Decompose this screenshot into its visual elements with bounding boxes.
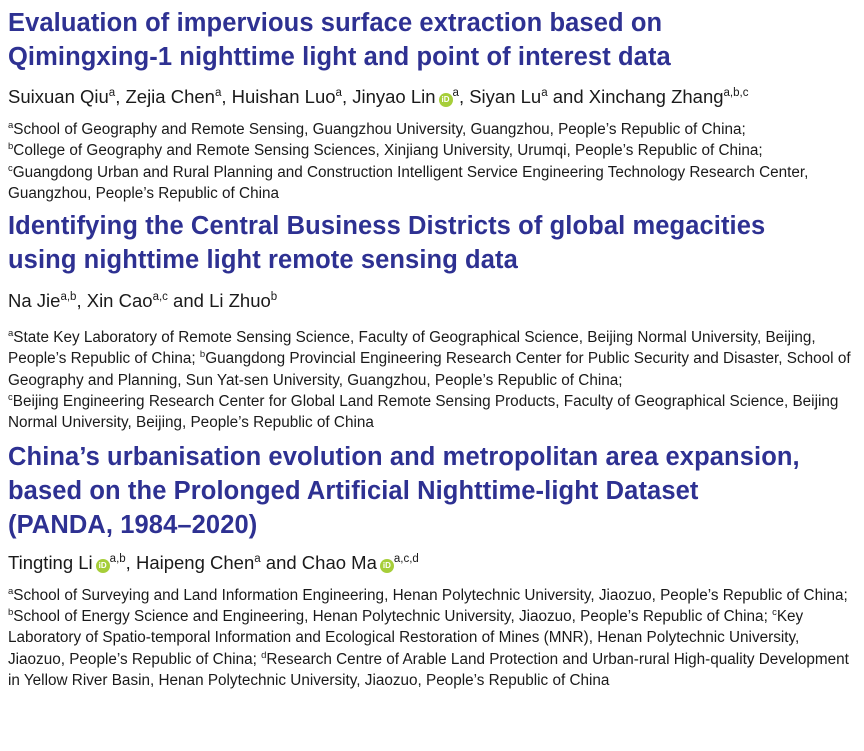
affil-sup: c [8, 392, 13, 404]
paper-title [8, 440, 864, 542]
affil-text: Guangdong Urban and Rural Planning and Construction Intelligent Service Engineering Technology Research Center, Guangzhou, People’s Republic of China [8, 163, 809, 202]
affiliations [8, 327, 864, 433]
orcid-icon[interactable]: iD [439, 93, 453, 107]
author-affil-sup: a,c [152, 291, 168, 304]
author-list [8, 85, 864, 109]
affil-text: Beijing Engineering Research Center for Global Land Remote Sensing Products, Faculty of Geographical Science, Beijing Normal University, Beijing, People’s Republic of China [8, 393, 839, 432]
paper-entry [8, 440, 864, 691]
author-name[interactable]: Jinyao Lin [352, 86, 436, 107]
affil-sup: a [8, 120, 14, 131]
affil-text: State Key Laboratory of Remote Sensing Science, Faculty of Geographical Science, Beijing Normal University, Beijing, People’s Republic of China; [8, 329, 816, 368]
author-name[interactable]: Chao Ma [301, 551, 377, 573]
affil-text: Guangdong Provincial Engineering Research Center for Public Security and Disaster, School of Geography and Planning, Sun Yat-sen University, Guangzhou, People’s Republic of China; [8, 350, 851, 389]
affil-sup: c [8, 162, 13, 174]
author-affil-sup: a [541, 87, 548, 99]
affil-text: Key Laboratory of Spatio-temporal Information and Ecological Restoration of Mines (MNR), Henan Polytechnic University, Jiaozuo, People’s Republic of China; [8, 607, 804, 668]
affil-text: School of Geography and Remote Sensing, Guangzhou University, Guangzhou, People’s Republic of China; [13, 121, 746, 138]
author-separator: and [547, 86, 589, 107]
affil-text: Research Centre of Arable Land Protection and Urban-rural High-quality Development in Yellow River Basin, Henan Polytechnic University, Jiaozuo, People’s Republic of China [8, 650, 849, 689]
affil-sup: b [8, 141, 14, 153]
author-separator: , [221, 86, 232, 107]
affil-sup: b [199, 349, 206, 361]
author-separator: and [167, 290, 210, 312]
affil-text: College of Geography and Remote Sensing Sciences, Xinjiang University, Urumqi, People’s Republic of China; [13, 142, 763, 160]
author-name[interactable]: Tingting Li [8, 551, 93, 573]
title-line: based on the Prolonged Artificial Nighttime-light Dataset [8, 476, 699, 505]
author-affil-sup: a [214, 87, 222, 99]
author-separator: , [125, 551, 136, 573]
paper-title [8, 209, 864, 277]
author-separator: , [115, 86, 126, 107]
author-separator: and [260, 551, 302, 573]
author-name[interactable]: Siyan Lu [469, 86, 542, 107]
author-name[interactable]: Na Jie [8, 290, 61, 312]
affil-sup: b [8, 606, 14, 618]
author-separator: , [76, 290, 87, 312]
orcid-icon[interactable]: iD [96, 559, 110, 573]
affil-text: School of Energy Science and Engineering, Henan Polytechnic University, Jiaozuo, People’s Republic of China; [13, 607, 773, 625]
author-name[interactable]: Zejia Chen [125, 86, 215, 107]
author-affil-sup: b [270, 291, 278, 304]
author-name[interactable]: Xinchang Zhang [588, 86, 724, 107]
affiliations [8, 119, 864, 204]
affil-sup: c [772, 606, 777, 618]
orcid-icon[interactable]: iD [380, 559, 394, 573]
paper-title [8, 6, 864, 74]
author-list [8, 551, 864, 575]
paper-entry [8, 6, 864, 204]
author-separator: , [341, 86, 353, 107]
author-name[interactable]: Haipeng Chen [135, 551, 255, 573]
affil-sup: d [261, 649, 267, 661]
author-affil-sup: a,b [109, 552, 126, 565]
author-affil-sup: a,b [60, 291, 77, 304]
author-affil-sup: a [108, 87, 116, 99]
title-line: Qimingxing-1 nighttime light and point of interest data [8, 43, 671, 71]
author-affil-sup: a [335, 87, 342, 99]
author-name[interactable]: Suixuan Qiu [8, 86, 109, 107]
paper-entry [8, 209, 864, 433]
title-line: using nighttime light remote sensing data [8, 246, 518, 275]
author-list [8, 289, 864, 313]
author-name[interactable]: Xin Cao [86, 290, 153, 312]
author-separator: , [458, 86, 470, 107]
title-line: Identifying the Central Business Districts of global megacities [8, 212, 766, 241]
author-affil-sup: a [452, 87, 459, 99]
affil-text: School of Surveying and Land Information Engineering, Henan Polytechnic University, Jiaozuo, People’s Republic of China; [13, 586, 848, 604]
title-line: (PANDA, 1984–2020) [8, 510, 258, 539]
author-affil-sup: a,b,c [723, 87, 749, 99]
author-affil-sup: a,c,d [393, 552, 419, 565]
author-name[interactable]: Huishan Luo [231, 86, 336, 107]
author-affil-sup: a [254, 552, 261, 565]
title-line: China’s urbanisation evolution and metropolitan area expansion, [8, 442, 800, 471]
author-name[interactable]: Li Zhuo [209, 290, 271, 312]
affil-sup: a [8, 328, 14, 340]
title-line: Evaluation of impervious surface extraction based on [8, 9, 663, 37]
affil-sup: a [8, 585, 14, 597]
affiliations [8, 585, 864, 691]
